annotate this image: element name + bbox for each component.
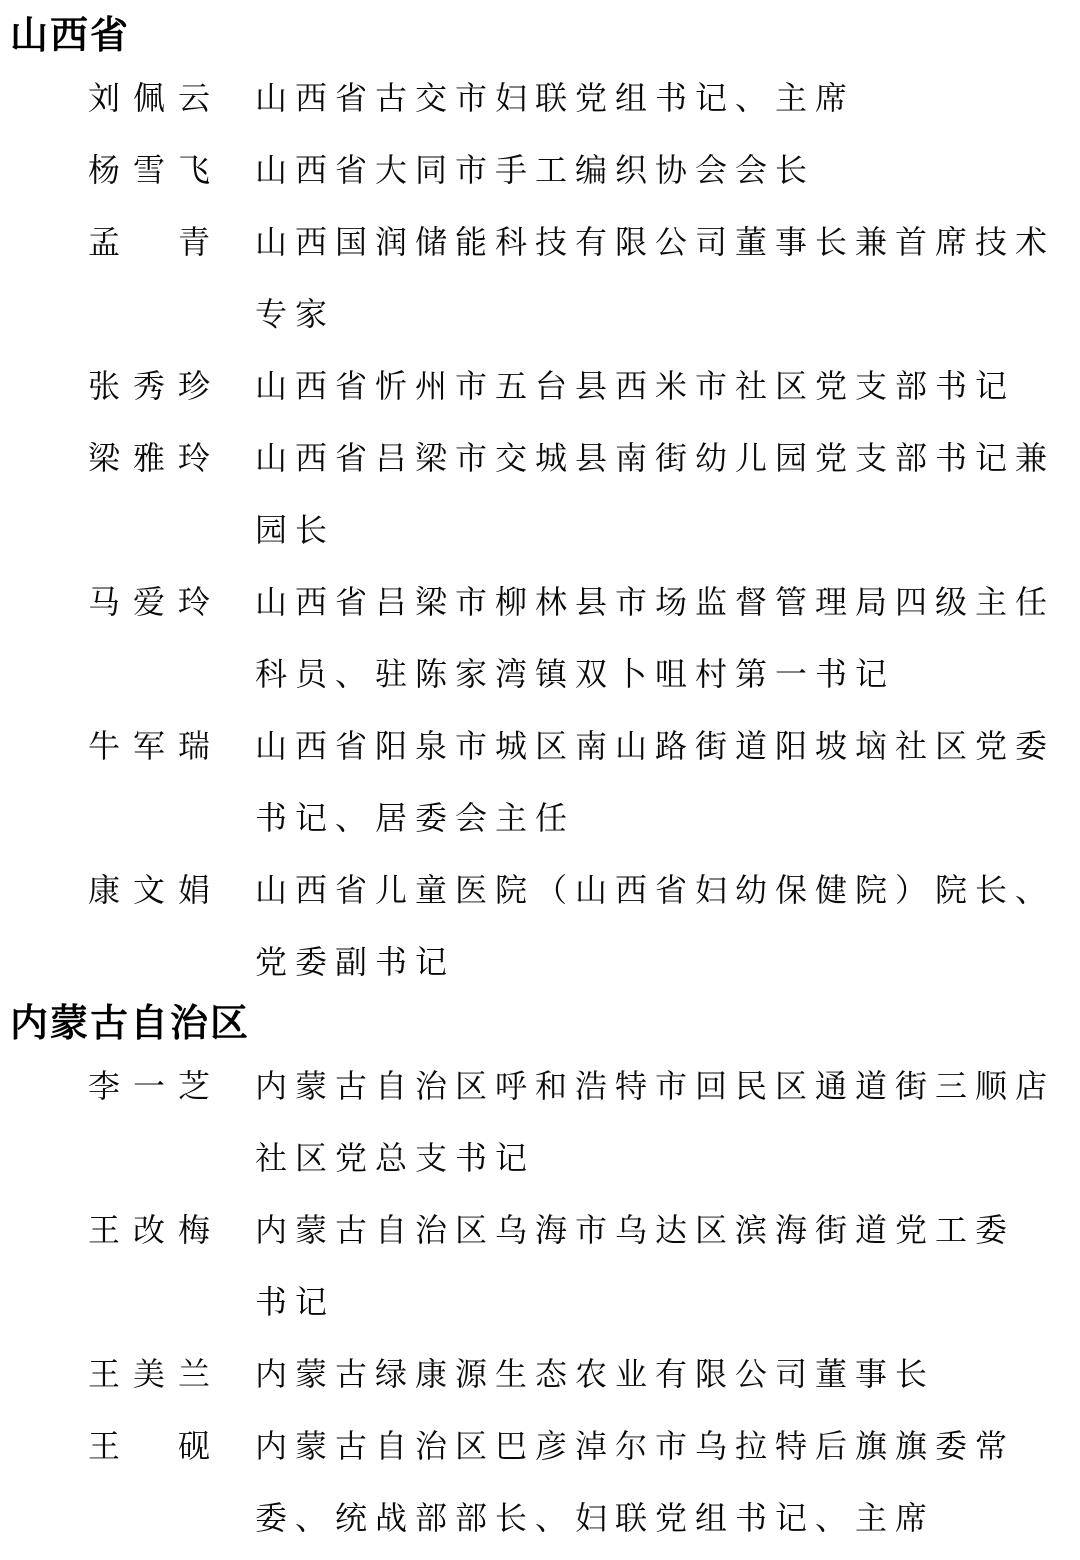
honoree-row — [10, 1194, 1060, 1338]
honoree-row — [10, 62, 1060, 134]
honoree-row — [10, 566, 1060, 710]
honoree-position-line: 山西国润储能科技有限公司董事长兼首席技术 — [255, 224, 1056, 260]
honoree-position — [255, 1338, 1065, 1410]
honoree-name: 王改梅 — [88, 1212, 210, 1248]
honoree-position-line: 书记、居委会主任 — [255, 800, 576, 836]
honoree-row — [10, 350, 1060, 422]
honoree-position-line: 山西省儿童医院（山西省妇幼保健院）院长、 — [255, 872, 1056, 908]
honoree-position-line: 书记 — [255, 1284, 336, 1320]
honoree-position-line: 园长 — [255, 512, 336, 548]
honoree-name: 王美兰 — [88, 1356, 210, 1392]
honoree-position-line: 山西省古交市妇联党组书记、主席 — [255, 80, 856, 116]
honoree-row — [10, 710, 1060, 854]
honoree-row — [10, 1410, 1060, 1554]
honoree-position — [255, 1050, 1065, 1194]
honoree-row — [10, 206, 1060, 350]
honoree-name: 马爱玲 — [88, 584, 210, 620]
honoree-position-line: 内蒙古自治区呼和浩特市回民区通道街三顺店 — [255, 1068, 1056, 1104]
honoree-position — [255, 710, 1065, 854]
honoree-position-line: 山西省吕梁市交城县南街幼儿园党支部书记兼 — [255, 440, 1056, 476]
honoree-row — [10, 422, 1060, 566]
honoree-name: 牛军瑞 — [88, 728, 210, 764]
honoree-row — [10, 854, 1060, 998]
honoree-name: 刘佩云 — [88, 80, 210, 116]
honoree-name: 王砚 — [88, 1428, 210, 1464]
honoree-position — [255, 206, 1065, 350]
honoree-name: 杨雪飞 — [88, 152, 210, 188]
honoree-row — [10, 1338, 1060, 1410]
honoree-position-line: 科员、驻陈家湾镇双卜咀村第一书记 — [255, 656, 896, 692]
honoree-name: 康文娟 — [88, 872, 210, 908]
honoree-position — [255, 350, 1065, 422]
honoree-position — [255, 134, 1065, 206]
honoree-row — [10, 134, 1060, 206]
honoree-row — [10, 1050, 1060, 1194]
province-section-header: 内蒙古自治区 — [10, 1003, 251, 1045]
honoree-position-line: 社区党总支书记 — [255, 1140, 536, 1176]
honoree-position — [255, 422, 1065, 566]
honoree-position — [255, 1194, 1065, 1338]
honoree-name: 梁雅玲 — [88, 440, 210, 476]
honoree-position-line: 山西省大同市手工编织协会会长 — [255, 152, 816, 188]
honoree-position — [255, 62, 1065, 134]
honoree-position-line: 党委副书记 — [255, 944, 456, 980]
province-section-header: 山西省 — [10, 15, 131, 57]
honoree-name: 孟青 — [88, 224, 210, 260]
honoree-position — [255, 854, 1065, 998]
honoree-position-line: 专家 — [255, 296, 336, 332]
honoree-position-line: 山西省阳泉市城区南山路街道阳坡垴社区党委 — [255, 728, 1056, 764]
honoree-position-line: 山西省忻州市五台县西米市社区党支部书记 — [255, 368, 1016, 404]
honoree-position-line: 内蒙古自治区巴彦淖尔市乌拉特后旗旗委常 — [255, 1428, 1016, 1464]
honoree-name: 李一芝 — [88, 1068, 210, 1104]
honoree-position-line: 内蒙古绿康源生态农业有限公司董事长 — [255, 1356, 936, 1392]
honoree-name: 张秀珍 — [88, 368, 210, 404]
honoree-position — [255, 566, 1065, 710]
honoree-position-line: 山西省吕梁市柳林县市场监督管理局四级主任 — [255, 584, 1056, 620]
honoree-position-line: 委、统战部部长、妇联党组书记、主席 — [255, 1500, 936, 1536]
honoree-position-line: 内蒙古自治区乌海市乌达区滨海街道党工委 — [255, 1212, 1016, 1248]
honoree-position — [255, 1410, 1065, 1554]
honoree-roster — [10, 10, 1060, 1554]
